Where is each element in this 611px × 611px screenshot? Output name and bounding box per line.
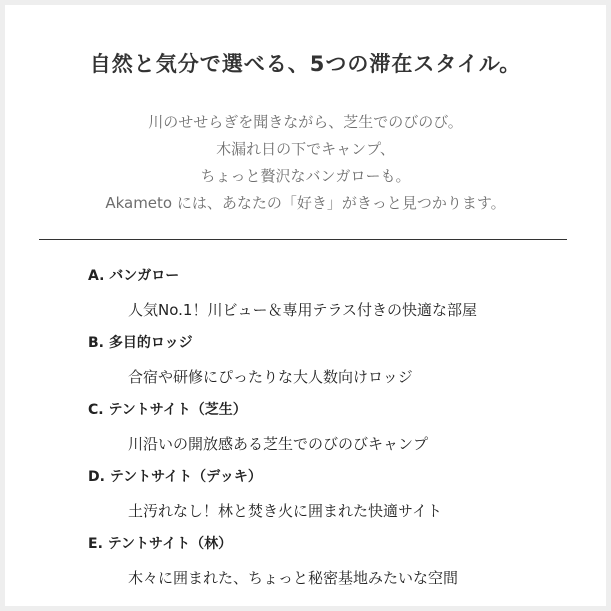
stay-style-description: 人気No.1！川ビュー＆専用テラス付きの快適な部屋	[128, 301, 477, 319]
stay-style-title: D. テントサイト（デッキ）	[88, 469, 262, 485]
stay-style-item	[88, 328, 588, 395]
content-card	[5, 5, 606, 606]
intro-line: 木漏れ日の下でキャンプ、	[216, 140, 395, 158]
stay-style-title: A. バンガロー	[88, 268, 180, 284]
divider	[39, 239, 567, 240]
stay-style-title: B. 多目的ロッジ	[88, 335, 193, 351]
page-title: 自然と気分で選べる、5つの滞在スタイル。	[89, 52, 522, 76]
stay-style-item	[88, 529, 588, 596]
stay-style-description: 川沿いの開放感ある芝生でのびのびキャンプ	[128, 435, 429, 453]
stay-style-title: C. テントサイト（芝生）	[88, 402, 247, 418]
stay-style-description: 土汚れなし！林と焚き火に囲まれた快適サイト	[128, 502, 442, 520]
stay-style-title: E. テントサイト（林）	[88, 536, 233, 552]
stay-style-item	[88, 261, 588, 328]
intro-line: 川のせせらぎを聞きながら、芝生でのびのび。	[148, 113, 463, 131]
intro-line: Akameto には、あなたの「好き」がきっと見つかります。	[105, 194, 506, 212]
stay-style-list	[88, 261, 588, 596]
stay-style-description: 合宿や研修にぴったりな大人数向けロッジ	[128, 368, 413, 386]
intro-line: ちょっと贅沢なバンガローも。	[200, 167, 411, 185]
stay-style-item	[88, 462, 588, 529]
intro-text	[5, 109, 606, 217]
stay-style-description: 木々に囲まれた、ちょっと秘密基地みたいな空間	[128, 569, 459, 587]
stay-style-item	[88, 395, 588, 462]
